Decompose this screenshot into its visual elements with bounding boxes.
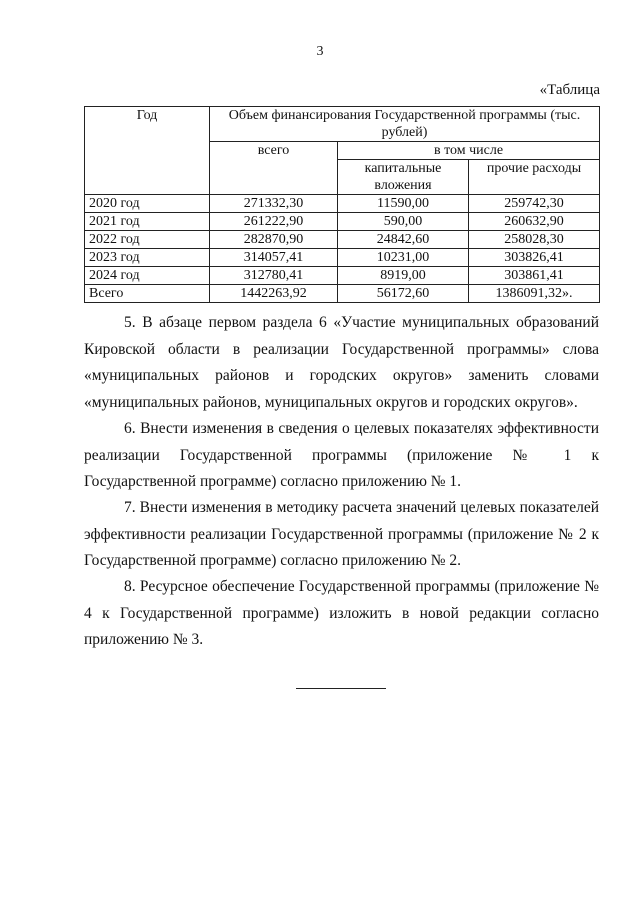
cell-total: 261222,90 [210, 213, 338, 231]
header-other: прочие расходы [469, 160, 600, 195]
header-year: Год [85, 107, 210, 195]
paragraph-6: 6. Внести изменения в сведения о целевых показателях эффективности реализации Государственной программы (приложение № 1 к Государственной программе) согласно приложению № 1. [84, 420, 599, 490]
cell-capital: 590,00 [338, 213, 469, 231]
cell-year: 2024 год [85, 267, 210, 285]
cell-year: 2023 год [85, 249, 210, 267]
page-number: 3 [316, 44, 324, 59]
table-row [85, 213, 600, 231]
cell-capital: 11590,00 [338, 195, 469, 213]
cell-total: 314057,41 [210, 249, 338, 267]
cell-capital: 10231,00 [338, 249, 469, 267]
cell-other: 303861,41 [469, 267, 600, 285]
table-row [85, 195, 600, 213]
cell-year: Всего [85, 285, 210, 303]
header-capital: капитальные вложения [338, 160, 469, 195]
paragraph-5: 5. В абзаце первом раздела 6 «Участие муниципальных образований Кировской области в реализации Государственной программы» слова «муниципальных районов и городских округов» заменить словами «муниципальных районов, муниципальных округов и городских округов». [84, 314, 599, 411]
cell-other: 260632,90 [469, 213, 600, 231]
cell-total: 271332,30 [210, 195, 338, 213]
table-row-total [85, 285, 600, 303]
table-row [85, 249, 600, 267]
cell-capital: 56172,60 [338, 285, 469, 303]
cell-capital: 24842,60 [338, 231, 469, 249]
header-volume: Объем финансирования Государственной программы (тыс. рублей) [210, 107, 600, 142]
separator-line [296, 688, 386, 689]
paragraph-8: 8. Ресурсное обеспечение Государственной программы (приложение № 4 к Государственной программе) изложить в новой редакции согласно приложению № 3. [84, 578, 599, 648]
cell-total: 282870,90 [210, 231, 338, 249]
cell-capital: 8919,00 [338, 267, 469, 285]
table-row [85, 231, 600, 249]
table-caption: «Таблица [539, 82, 600, 98]
table-row [85, 267, 600, 285]
cell-other: 1386091,32». [469, 285, 600, 303]
cell-other: 303826,41 [469, 249, 600, 267]
cell-total: 1442263,92 [210, 285, 338, 303]
financing-table [84, 106, 600, 303]
cell-year: 2020 год [85, 195, 210, 213]
cell-year: 2022 год [85, 231, 210, 249]
cell-year: 2021 год [85, 213, 210, 231]
cell-other: 259742,30 [469, 195, 600, 213]
cell-other: 258028,30 [469, 231, 600, 249]
paragraph-7: 7. Внести изменения в методику расчета значений целевых показателей эффективности реализации Государственной программы (приложение № 2 к Государственной программе) согласно приложению № 2. [84, 499, 599, 569]
cell-total: 312780,41 [210, 267, 338, 285]
header-total: всего [210, 142, 338, 195]
header-including: в том числе [338, 142, 600, 160]
